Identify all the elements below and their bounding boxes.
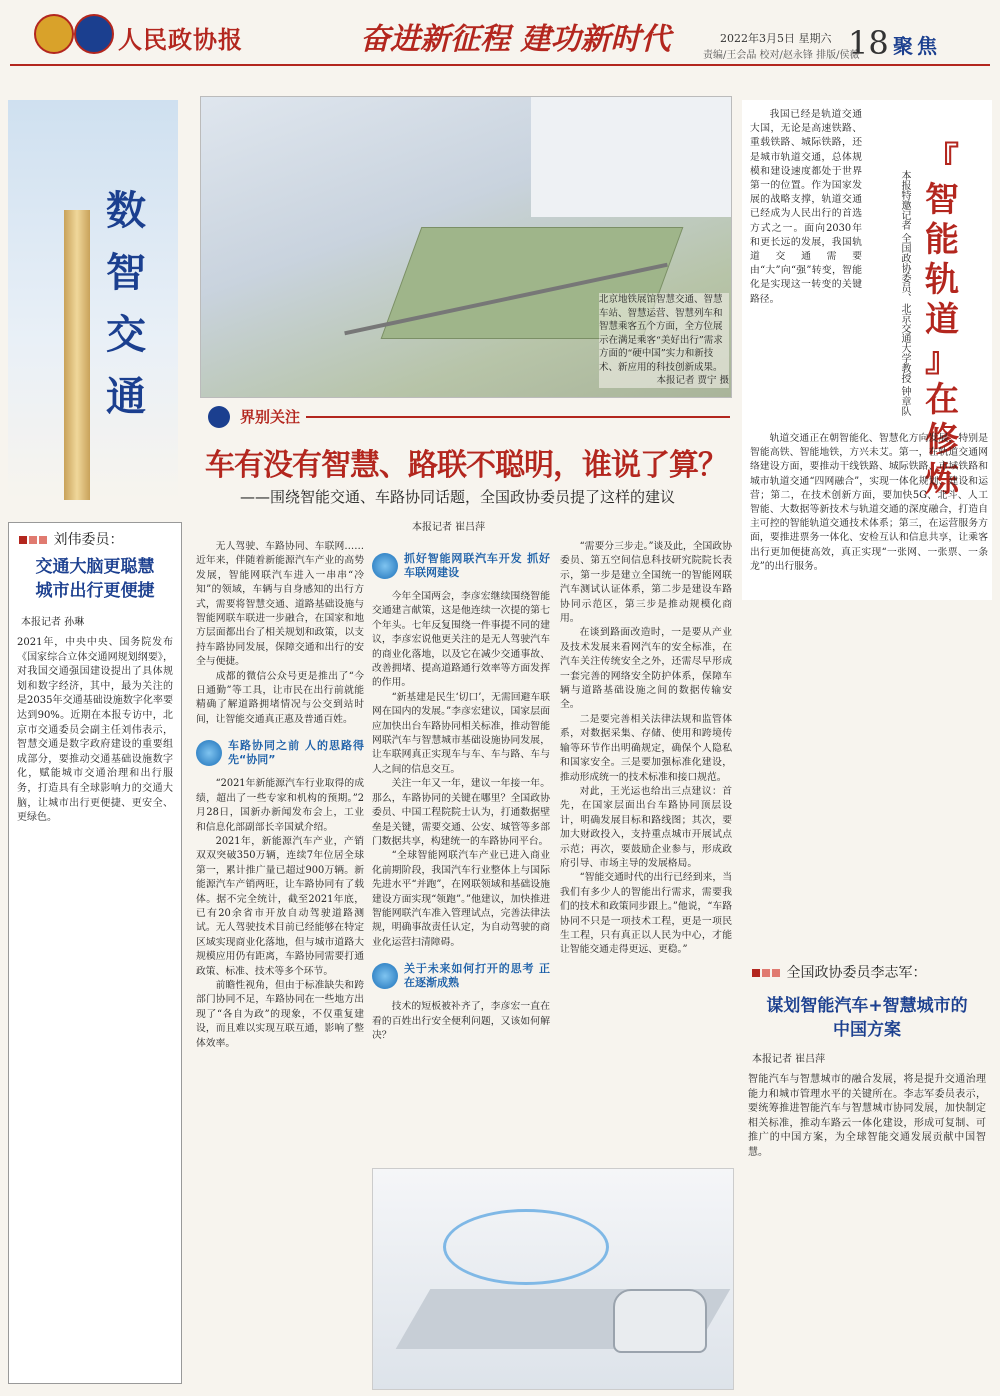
- subheading-3: 关于未来如何打开的思考 正在逐渐成熟: [372, 962, 550, 990]
- left-box-byline: 本报记者 孙琳: [21, 617, 85, 628]
- globe-icon: [372, 553, 398, 579]
- paragraph: 技术的短板被补齐了，李彦宏一直在看的百姓出行安全便利问题，又该如何解决？: [372, 1001, 550, 1041]
- article-column-3: [560, 540, 732, 958]
- subheading-1: 车路协同之前 人的思路得先“协同”: [196, 739, 364, 767]
- square-bullet-icon: [39, 536, 47, 544]
- right-feature-author: 本报特邀记者 全国政协委员、北京交通大学教授 钟章队: [899, 170, 910, 417]
- section-name: 聚焦: [893, 34, 941, 58]
- sensor-ring: [443, 1209, 609, 1285]
- globe-icon: [372, 963, 398, 989]
- main-byline: 本报记者 崔吕萍: [412, 522, 486, 533]
- paragraph: 在谈到路面改造时，一是要从产业及技术发展来看网汽车的安全标准，在汽车关注传统安全之外，还需尽早形成一套完善的网络安全防护体系，保障车辆与道路基础设施之间的数据传输安全。: [560, 627, 732, 711]
- paragraph: “需要分三步走。”谈及此，全国政协委员、第五空间信息科技研究院院长表示，第一步是建立全国统一的智能网联汽车测试认证体系，第二步是建设车路协同示范区，第三步是推动规模化商用。: [560, 541, 732, 625]
- right-article-box: [742, 962, 992, 1382]
- paragraph: 我国已经是轨道交通大国，无论是高速铁路、重载铁路、城际铁路，还是城市轨道交通，总体规模和建设速度都处于世界第一的位置。作为国家发展的战略支撑，轨道交通已经成为人民出行的首选方式之一。面向2030年和更长远的发展，我国轨道交通需要由“大”向“强”转变，智能化是实现这一转变的关键路径。: [750, 109, 862, 305]
- square-bullet-icon: [762, 969, 770, 977]
- paragraph: “全球智能网联汽车产业已进入商业化前期阶段，我国汽车行业整体上与国际先进水平“并跑”，在网联领域和基础设施建设方面实现“领跑”。”他建议，加快推进智能网联汽车准入管理试点，完善法律法规，明确事故责任认定，为自动驾驶的商业化运营扫清障碍。: [372, 850, 550, 948]
- national-emblem-icon: [34, 14, 74, 54]
- vtitle-char: 智: [106, 250, 146, 296]
- masthead-rule: [10, 64, 990, 66]
- column-tag: 界别关注: [234, 406, 306, 427]
- left-box-headline: 交通大脑更聪慧 城市出行更便捷: [35, 557, 155, 601]
- main-subhead: ——围绕智能交通、车路协同话题，全国政协委员提了这样的建议: [240, 488, 676, 506]
- paragraph: 前瞻性视角，但由于标准缺失和跨部门协同不足，车路协同在一些地方出现了“各自为政”的现象，不仅重复建设，而且难以实现互联互通，影响了整体效率。: [196, 979, 364, 1049]
- paragraph: 轨道交通正在朝智能化、智慧化方向发展，特别是智能高铁、智能地铁，方兴未艾。第一，在轨道交通网络建设方面，要推动干线铁路、城际铁路、市域铁路和城市轨道交通“四网融合”，实现一体化规划、建设和运营；第二，在技术创新方面，要加快5G、北斗、人工智能、大数据等新技术与轨道交通的深度融合，打造自主可控的智能轨道交通技术体系；第三，在运营服务方面，要推进票务一体化、安检互认和信息共享，让乘客出行更加便捷高效，真正实现“一张网、一张票、一条龙”的出行服务。: [750, 433, 988, 572]
- smart-car-illustration: [372, 1168, 734, 1390]
- paragraph: 对此，王光运也给出三点建议：首先，在国家层面出台车路协同顶层设计，明确发展目标和路线图；其次，要加大财政投入，支持重点城市开展试点示范；再次，要鼓励企业参与，形成政府引导、市场主导的发展格局。: [560, 785, 732, 869]
- square-bullet-icon: [19, 536, 27, 544]
- right-box-headline: 谋划智能汽车+智慧城市的 中国方案: [766, 996, 968, 1040]
- page-number: 18: [848, 24, 889, 62]
- article-column-1: [196, 540, 364, 1051]
- date-line: 2022年3月5日 星期六: [720, 32, 832, 45]
- paragraph: 2021年，新能源汽车产业，产销双双突破350万辆，连续7年位居全球第一，累计推广量已超过900万辆。新能源汽车产销两旺，让车路协同有了载体。据不完全统计，截至2021年底，已有20余省市开放自动驾驶道路测试。无人驾驶技术目前已经能够在特定区域实现商业化落地，但与城市道路大规模应用仍有距离，车路协同需要打通政策、标准、技术等多个环节。: [196, 835, 364, 977]
- vtitle-char: 交: [106, 312, 146, 358]
- right-vertical-title: 『 智 能 轨 道 』 在 修 炼: [925, 140, 959, 500]
- right-feature-text-bottom: [750, 432, 988, 574]
- paragraph: 无人驾驶、车路协同、车联网……近年来，伴随着新能源汽车产业的高势发展，智能网联汽车进入一串串“冷知”的领域，车辆与自身感知的出行方式，需要将智慧交通、道路基础设施与智能网联车联进一步融合，在国家和地方层面都出台了相关规划和政策，以支持车路协同发展，保障交通和出行的安全与便捷。: [196, 541, 364, 668]
- masthead: [0, 0, 1000, 66]
- left-box-body: 2021年，中央中央、国务院发布《国家综合立体交通网规划纲要》，对我国交通强国建设提出了具体规划和数字经济，其中，最为关注的是2035年交通基础设施数字化率要达到90%。近期在本报专访中，北京市交通委员会副主任刘伟表示，智慧交通是数字政府建设的重要组成部分，要推动交通基础设施数字化，赋能城市交通治理和出行服务，打造具有全球影响力的交通大脑，让城市出行更便捷、更安全、更绿色。: [17, 637, 173, 824]
- masthead-slogan: 奋进新征程 建功新时代: [360, 22, 671, 57]
- square-bullet-icon: [29, 536, 37, 544]
- right-box-byline: 本报记者 崔吕萍: [752, 1054, 826, 1065]
- staff-line: 责编/王会晶 校对/赵永锋 排版/侯薇: [703, 50, 860, 61]
- square-bullet-icon: [752, 969, 760, 977]
- left-article-box: [8, 522, 182, 1384]
- photo-caption: 北京地铁展馆智慧交通、智慧车站、智慧运营、智慧列车和智慧乘客五个方面，全方位展示在满足乘客“美好出行”需求方面的“硬中国”实力和新技术、新应用的科技创新成果。 本报记者 贾宁 摄: [599, 294, 729, 386]
- cppcc-emblem-icon: [74, 14, 114, 54]
- pillar-column: [64, 210, 90, 500]
- paragraph: 今年全国两会，李彦宏继续围绕智能交通建言献策，这是他连续一次提的第七个年头。七年反复围绕一件事提不同的建议，李彦宏说他更关注的是无人驾驶汽车的商业化落地，以及它在减少交通事故、改善拥堵、提高道路通行效率等方面发挥的作用。: [372, 591, 550, 689]
- column-tag-bar: [200, 406, 730, 428]
- badge-icon: [208, 406, 230, 428]
- photo-wall: [531, 97, 731, 217]
- right-box-body: 智能汽车与智慧城市的融合发展，将是提升交通治理能力和城市管理水平的关键所在。李志军委员表示，要统筹推进智能汽车与智慧城市协同发展，加快制定相关标准，推动车路云一体化建设，形成可复制、可推广的中国方案，为全球智能交通发展贡献中国智慧。: [748, 1074, 986, 1158]
- subheading-2: 抓好智能网联汽车开发 抓好车联网建设: [372, 552, 550, 580]
- right-box-label: 全国政协委员李志军：: [742, 962, 992, 988]
- paragraph: “2021年新能源汽车行业取得的成绩，超出了一些专家和机构的预期。”2月28日，国新办新闻发布会上，工业和信息化部副部长辛国斌介绍。: [196, 778, 364, 833]
- main-headline: 车有没有智慧、路联不聪明，谁说了算？: [205, 448, 727, 483]
- paragraph: 成都的微信公众号更是推出了“今日通勤”等工具，让市民在出行前就能精确了解道路拥堵情况与公交到站时间，让智能交通真正惠及普通百姓。: [196, 670, 364, 725]
- vtitle-char: 通: [106, 374, 146, 420]
- car-icon: [613, 1289, 707, 1353]
- vtitle-char: 数: [106, 188, 146, 234]
- article-column-2: [372, 540, 550, 1043]
- paragraph: 关注一年又一年，建议一年接一年。那么，车路协同的关键在哪里？全国政协委员、中国工程院院士认为，打通数据壁垒是关键，需要交通、公安、城管等多部门数据共享，构建统一的车路协同平台。: [372, 778, 550, 847]
- globe-icon: [196, 740, 222, 766]
- tag-rule: [300, 416, 730, 418]
- paragraph: “新基建是民生‘切口’，无需回避车联网在国内的发展。”李彦宏建议，国家层面应加快出台车路协同相关标准，推动智能网联汽车与智慧城市基础设施协同发展，让车联网真正实现车与车、车与路、车与人之间的信息交互。: [372, 691, 550, 775]
- vertical-section-title: [96, 180, 156, 428]
- paragraph: “智能交通时代的出行已经到来，当我们有多少人的智能出行需求，需要我们的技术和政策同步跟上。”他说，“车路协同不只是一项技术工程，更是一项民生工程，只有真正以人民为中心，才能让智能交通走得更远、更稳。”: [560, 872, 732, 956]
- right-feature-text-top: [750, 108, 862, 307]
- exhibition-photo: [200, 96, 732, 398]
- paragraph: 二是要完善相关法律法规和监管体系，对数据采集、存储、使用和跨境传输等环节作出明确规定，确保个人隐私和国家安全。三是要加强标准化建设，推动形成统一的技术标准和接口规范。: [560, 713, 732, 783]
- paper-name: 人民政协报: [118, 25, 243, 54]
- square-bullet-icon: [772, 969, 780, 977]
- photo-credit: 本报记者 贾宁 摄: [656, 375, 729, 386]
- left-box-label: 刘伟委员：: [9, 523, 181, 549]
